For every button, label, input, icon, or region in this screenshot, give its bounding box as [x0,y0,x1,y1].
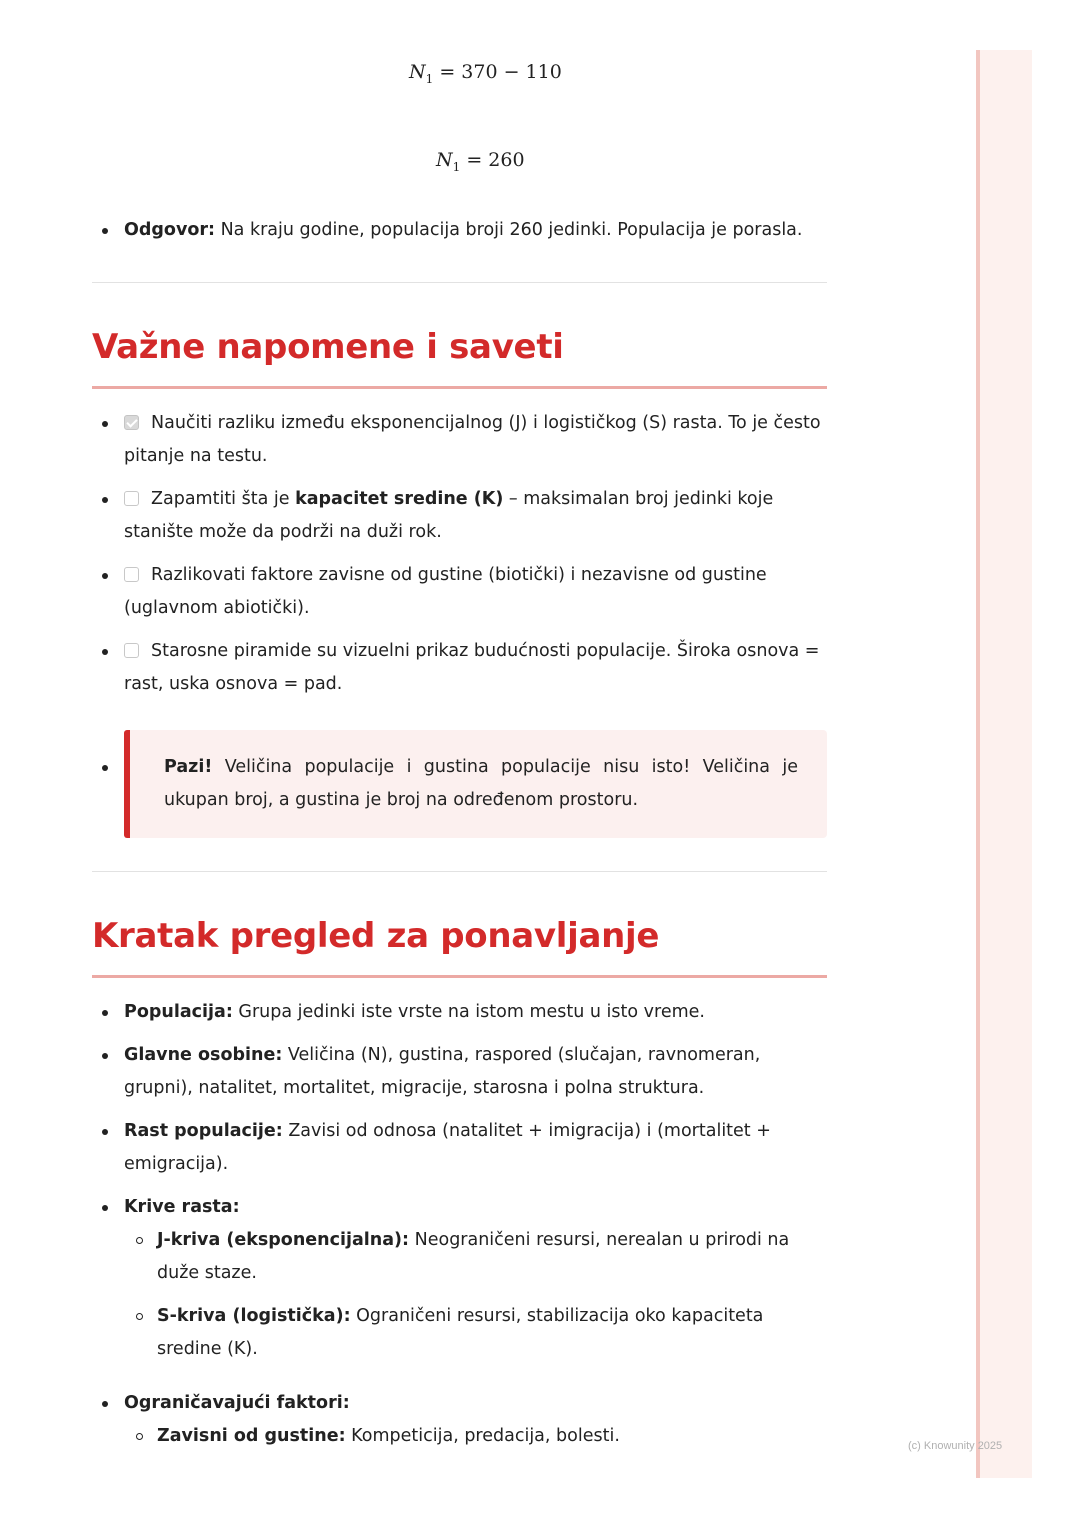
checkbox-checked-icon[interactable] [124,415,139,430]
sub-list-item: Zavisni od gustine: Kompeticija, predacija, bolesti. [124,1420,827,1453]
divider [92,282,827,283]
list-item: Starosne piramide su vizuelni prikaz budućnosti populacije. Široka osnova = rast, uska osnova = pad. [92,635,827,701]
list-item: Razlikovati faktore zavisne od gustine (biotički) i nezavisne od gustine (uglavnom abiotički). [92,559,827,625]
heading-underline [92,386,827,389]
answer-item: Odgovor: Na kraju godine, populacija broji 260 jedinki. Populacija je porasla. [92,214,827,247]
list-item: Populacija: Grupa jedinki iste vrste na istom mestu u isto vreme. [92,996,827,1029]
list-item: Zapamtiti šta je kapacitet sredine (K) – maksimalan broj jedinki koje stanište može da podrži na duži rok. [92,483,827,549]
checkbox-icon[interactable] [124,491,139,506]
watermark: (c) Knowunity 2025 [908,1440,1003,1452]
checkbox-icon[interactable] [124,567,139,582]
divider [92,871,827,872]
notes-list [92,407,827,701]
list-item: Naučiti razliku između eksponencijalnog (J) i logističkog (S) rasta. To je često pitanje na testu. [92,407,827,473]
list-item: Rast populacije: Zavisi od odnosa (natalitet + imigracija) i (mortalitet + emigracija). [92,1115,827,1181]
sub-list-item: J-kriva (eksponencijalna): Neograničeni resursi, nerealan u prirodi na duže staze. [124,1224,827,1290]
callout-accent-bar [124,730,130,838]
equation-1: $N_1 = 370 - 110$ [409,61,562,86]
callout-text: Pazi! Veličina populacije i gustina populacije nisu isto! Veličina je ukupan broj, a gustina je broj na određenom prostoru. [164,757,798,810]
heading-underline [92,975,827,978]
sub-list-item: S-kriva (logistička): Ograničeni resursi, stabilizacija oko kapaciteta sredine (K). [124,1300,827,1366]
margin-strip-line [976,50,980,1478]
warning-callout [124,730,827,838]
list-item-limiting-factors: Ograničavajući faktori: Zavisni od gustine: Kompeticija, predacija, bolesti. [92,1387,827,1453]
callout-item [92,730,827,838]
bullet-dot [102,765,108,771]
list-item: Glavne osobine: Veličina (N), gustina, raspored (slučajan, ravnomeran, grupni), natalitet, mortalitet, migracije, starosna i polna struktura. [92,1039,827,1105]
list-item-growth-curves: Krive rasta: J-kriva (eksponencijalna): Neograničeni resursi, nerealan u prirodi na duže staze. S-kriva (logistička): Ograničeni resursi, stabilizacija oko kapaciteta sredine (K). [92,1191,827,1366]
equation-2: $N_1 = 260$ [436,149,525,174]
margin-strip [976,50,1032,1478]
section-heading-notes: Važne napomene i saveti [92,327,564,367]
section-heading-review: Kratak pregled za ponavljanje [92,916,660,956]
checkbox-icon[interactable] [124,643,139,658]
review-list [92,996,827,1453]
